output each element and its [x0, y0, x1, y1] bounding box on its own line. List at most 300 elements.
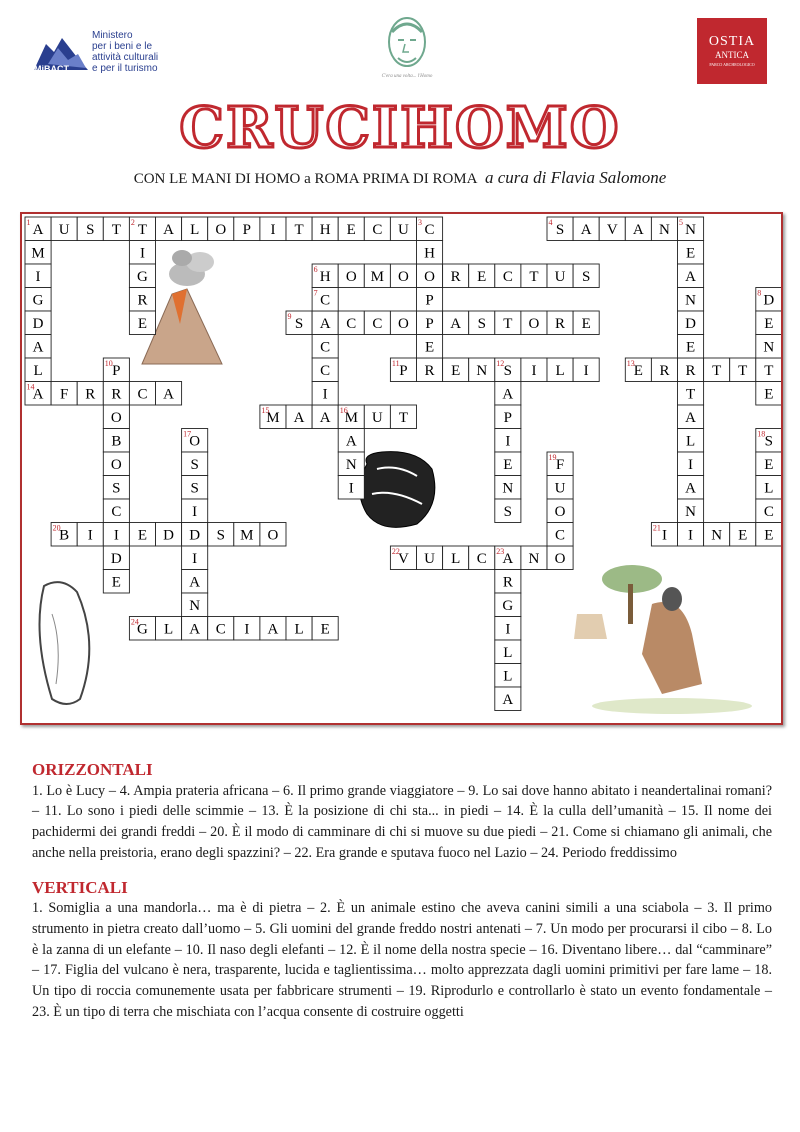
crossword-cell[interactable] [495, 452, 521, 476]
crossword-cell[interactable] [678, 241, 704, 265]
cell-letter: A [32, 221, 44, 238]
clue-number: 12 [496, 359, 505, 368]
cell-letter: E [764, 456, 774, 473]
crossword-cell[interactable] [129, 288, 155, 312]
crossword-cell[interactable] [182, 593, 208, 617]
crossword-cell[interactable] [599, 217, 625, 241]
crossword-cell[interactable] [573, 217, 599, 241]
cell-letter: I [87, 527, 93, 544]
crossword-cell[interactable] [25, 358, 51, 382]
clue-number: 22 [391, 547, 400, 556]
crossword-cell[interactable] [25, 311, 51, 335]
crossword-cell[interactable] [182, 617, 208, 641]
crossword-cell[interactable] [756, 476, 781, 500]
crossword-cell[interactable] [182, 429, 208, 453]
crossword-cell[interactable] [234, 617, 260, 641]
cell-letter: N [711, 527, 723, 544]
cell-letter: D [189, 527, 201, 544]
hunter-scene-illustration [574, 565, 752, 714]
crossword-cell[interactable] [417, 217, 443, 241]
crossword-cell[interactable] [286, 217, 312, 241]
cell-letter: I [661, 527, 667, 544]
crossword-cell[interactable] [103, 429, 129, 453]
crossword-cell[interactable] [521, 311, 547, 335]
crossword-cell[interactable] [312, 405, 338, 429]
crossword-cell[interactable] [443, 546, 469, 570]
ostia-logo-line3: PARCO ARCHEOLOGICO [709, 62, 755, 67]
crossword-cell[interactable] [103, 358, 129, 382]
ministry-emblem [32, 34, 90, 74]
cell-letter: I [113, 527, 119, 544]
cell-letter: E [764, 386, 774, 403]
crossword-cell[interactable] [495, 499, 521, 523]
crossword-cell[interactable] [260, 405, 286, 429]
crossword-cell[interactable] [730, 523, 756, 547]
cell-letter: S [581, 268, 591, 285]
cell-letter: A [293, 409, 305, 426]
crossword-cell[interactable] [286, 405, 312, 429]
crossword-cell[interactable] [338, 264, 364, 288]
crossword-cell[interactable] [547, 546, 573, 570]
project-tagline: C'era una volta... l'Homo [381, 74, 433, 79]
crossword-cell[interactable] [338, 405, 364, 429]
cell-letter: I [270, 221, 276, 238]
crossword-cell[interactable] [678, 382, 704, 406]
crossword-cell[interactable] [417, 288, 443, 312]
cell-letter: O [110, 456, 122, 473]
cell-letter: M [344, 409, 358, 426]
crossword-cell[interactable] [678, 452, 704, 476]
crossword-cell[interactable] [495, 664, 521, 688]
crossword-cell[interactable] [443, 358, 469, 382]
ministry-name: Ministero per i beni e le attività culturali e per il turismo [92, 30, 159, 74]
cell-letter: L [764, 480, 774, 497]
crossword-cell[interactable] [103, 523, 129, 547]
crossword-cell[interactable] [417, 546, 443, 570]
cell-letter: A [685, 268, 696, 285]
cell-letter: I [348, 480, 354, 497]
cell-letter: O [398, 268, 409, 285]
crossword-cell[interactable] [495, 546, 521, 570]
clue-number: 7 [313, 288, 318, 298]
crossword-cell[interactable] [756, 358, 781, 382]
crossword-cell[interactable] [625, 358, 651, 382]
crossword-cell[interactable] [129, 382, 155, 406]
ostia-logo-line2: ANTICA [715, 50, 749, 60]
cell-letter: L [190, 221, 200, 238]
crossword-cell[interactable] [678, 335, 704, 359]
crossword-cell[interactable] [312, 382, 338, 406]
cell-letter: D [32, 315, 44, 332]
cell-letter: O [528, 315, 540, 332]
crossword-cell[interactable] [103, 499, 129, 523]
cell-letter: E [685, 245, 696, 262]
crossword-cell[interactable] [495, 429, 521, 453]
cell-letter: L [685, 433, 696, 450]
cell-letter: C [476, 550, 487, 567]
cell-letter: M [240, 527, 254, 544]
crossword-cell[interactable] [103, 452, 129, 476]
crossword-cell[interactable] [678, 476, 704, 500]
crossword-cell[interactable] [651, 523, 677, 547]
crossword-cell[interactable] [469, 546, 495, 570]
crossword-cell[interactable] [678, 288, 704, 312]
crossword-cell[interactable] [364, 264, 390, 288]
crossword-cell[interactable] [77, 217, 103, 241]
cell-letter: O [554, 550, 566, 567]
crossword-cell[interactable] [443, 264, 469, 288]
crossword-cell[interactable] [208, 523, 234, 547]
crossword-cell[interactable] [495, 640, 521, 664]
crossword-cell[interactable] [417, 311, 443, 335]
crossword-cell[interactable] [25, 335, 51, 359]
crossword-cell[interactable] [390, 358, 416, 382]
crossword-cell[interactable] [25, 288, 51, 312]
crossword-cell[interactable] [756, 288, 781, 312]
crossword-cell[interactable] [364, 405, 390, 429]
crossword-cell[interactable] [651, 217, 677, 241]
crossword-cell[interactable] [547, 311, 573, 335]
cell-letter: N [763, 339, 775, 356]
crossword-cell[interactable] [573, 264, 599, 288]
crossword-cell[interactable] [417, 335, 443, 359]
cell-letter: E [764, 527, 774, 544]
crossword-cell[interactable] [547, 452, 573, 476]
crossword-cell[interactable] [182, 499, 208, 523]
crossword-cell[interactable] [182, 452, 208, 476]
crossword-cell[interactable] [103, 217, 129, 241]
crossword-cell[interactable] [364, 311, 390, 335]
cell-letter: U [554, 480, 566, 497]
cell-letter: H [424, 245, 435, 262]
cell-letter: A [632, 221, 644, 238]
cell-letter: M [370, 268, 385, 285]
clue-number: 4 [548, 218, 553, 227]
clue-number: 8 [757, 288, 762, 298]
cell-letter: O [267, 527, 279, 544]
cell-letter: I [322, 386, 328, 403]
cell-letter: S [190, 480, 199, 497]
crossword-cell[interactable] [547, 358, 573, 382]
crossword-cell[interactable] [390, 405, 416, 429]
crossword-cell[interactable] [182, 546, 208, 570]
crossword-cell[interactable] [103, 570, 129, 594]
cell-letter: C [137, 386, 148, 403]
cell-letter: A [502, 386, 514, 403]
crossword-cell[interactable] [25, 241, 51, 265]
cell-letter: C [502, 268, 513, 285]
crossword-cell[interactable] [547, 264, 573, 288]
crossword-cell[interactable] [312, 288, 338, 312]
cell-letter: I [583, 362, 589, 379]
crossword-cell[interactable] [469, 311, 495, 335]
cell-letter: A [32, 386, 44, 403]
clue-number: 2 [130, 218, 135, 227]
crossword-cell[interactable] [338, 217, 364, 241]
crossword-cell[interactable] [286, 311, 312, 335]
crossword-cell[interactable] [521, 546, 547, 570]
cell-letter: S [503, 503, 513, 520]
crossword-cell[interactable] [704, 358, 730, 382]
crossword-cell[interactable] [495, 687, 521, 711]
crossword-cell[interactable] [390, 311, 416, 335]
crossword-cell[interactable] [338, 476, 364, 500]
cell-letter: I [531, 362, 537, 379]
cell-letter: S [764, 433, 774, 450]
crossword-cell[interactable] [129, 617, 155, 641]
cell-letter: S [216, 527, 225, 544]
crossword-cell[interactable] [417, 358, 443, 382]
cell-letter: A [685, 409, 696, 426]
cell-letter: O [215, 221, 227, 238]
cell-letter: R [137, 292, 148, 309]
crossword-cell[interactable] [312, 311, 338, 335]
crossword-cell[interactable] [129, 241, 155, 265]
crossword-cell[interactable] [338, 429, 364, 453]
crossword-cell[interactable] [678, 499, 704, 523]
crossword-cell[interactable] [25, 264, 51, 288]
crossword-cell[interactable] [156, 617, 182, 641]
cell-letter: A [502, 550, 514, 567]
cell-letter: N [685, 503, 696, 520]
crossword-cell[interactable] [129, 217, 155, 241]
crossword-cell[interactable] [25, 382, 51, 406]
down-clues: 1. Somiglia a una mandorla… ma è di pietra – 2. È un animale estino che aveva canini simili a una sciabola – 3. Il primo strumento in pietra creato dall’uomo – 5. Gli uomini del grande freddo nostri antenati – 7. Un modo per procurarsi il cibo – 8. Lo è la zanna di un elefante – 10. Il naso degli elefanti – 12. È il nome della nostra specie – 16. Diventano libere… dal “camminare” – 17. Figlia del vulcano è nera, trasparente, lucida e taglientissima… molto apprezzata dagli uomini primitivi per fare lame – 18. Un tipo di roccia comunemente usata per fabbricare strumenti – 19. Riprodurlo e controllarlo è stato un evento fondamentale – 23. È un tipo di terra che mischiata con l’acqua consente di costruire oggetti [32, 900, 772, 1020]
crossword-grid [22, 214, 781, 723]
cell-letter: A [450, 315, 462, 332]
crossword-cell[interactable] [469, 358, 495, 382]
crossword-cell[interactable] [77, 523, 103, 547]
crossword-cell[interactable] [678, 523, 704, 547]
cell-letter: C [346, 315, 357, 332]
cell-letter: R [659, 362, 670, 379]
crossword-cell[interactable] [234, 523, 260, 547]
cell-letter: O [189, 433, 201, 450]
crossword-cell[interactable] [260, 617, 286, 641]
crossword-cell[interactable] [51, 382, 77, 406]
crossword-cell[interactable] [390, 264, 416, 288]
clue-number: 1 [26, 218, 31, 227]
crossword-cell[interactable] [234, 217, 260, 241]
crossword-cell[interactable] [156, 382, 182, 406]
cell-letter: E [685, 339, 696, 356]
clue-number: 5 [679, 218, 683, 227]
cell-letter: C [320, 292, 331, 309]
crossword-cell[interactable] [182, 476, 208, 500]
cell-letter: D [163, 527, 174, 544]
crossword-cell[interactable] [678, 429, 704, 453]
clues-section [32, 760, 772, 1036]
crossword-cell[interactable] [156, 523, 182, 547]
crossword-cell[interactable] [208, 617, 234, 641]
crossword-cell[interactable] [390, 546, 416, 570]
crossword-cell[interactable] [495, 476, 521, 500]
cell-letter: V [606, 221, 618, 238]
crossword-cell[interactable] [156, 217, 182, 241]
cell-letter: C [555, 527, 566, 544]
crossword-cell[interactable] [495, 570, 521, 594]
crossword-cell[interactable] [312, 335, 338, 359]
cell-letter: A [345, 433, 357, 450]
crossword-cell[interactable] [625, 217, 651, 241]
cell-letter: T [685, 386, 696, 403]
crossword-cell[interactable] [756, 452, 781, 476]
cell-letter: R [111, 386, 122, 403]
crossword-cell[interactable] [495, 405, 521, 429]
crossword-cell[interactable] [547, 523, 573, 547]
cell-letter: T [398, 409, 409, 426]
crossword-cell[interactable] [573, 311, 599, 335]
cell-letter: R [450, 268, 461, 285]
crossword-cell[interactable] [495, 593, 521, 617]
cell-letter: A [267, 621, 279, 638]
cell-letter: E [137, 527, 148, 544]
clue-number: 15 [261, 406, 270, 415]
crossword-cell[interactable] [756, 499, 781, 523]
crossword-cell[interactable] [182, 217, 208, 241]
crossword-cell[interactable] [103, 546, 129, 570]
crossword-cell[interactable] [756, 523, 781, 547]
crossword-cell[interactable] [547, 499, 573, 523]
cell-letter: S [86, 221, 95, 238]
crossword-cell[interactable] [103, 382, 129, 406]
cell-letter: O [424, 268, 435, 285]
crossword-cell[interactable] [678, 217, 704, 241]
crossword-cell[interactable] [312, 617, 338, 641]
cell-letter: E [764, 315, 774, 332]
crossword-cell[interactable] [678, 358, 704, 382]
credit-text: a cura di Flavia Salomone [484, 168, 667, 187]
clue-number: 24 [130, 617, 139, 627]
crossword-cell[interactable] [51, 523, 77, 547]
crossword-cell[interactable] [443, 311, 469, 335]
cell-letter: A [685, 480, 696, 497]
cell-letter: C [424, 221, 435, 238]
crossword-cell[interactable] [103, 476, 129, 500]
cell-letter: V [398, 550, 409, 567]
cell-letter: T [137, 221, 148, 238]
cell-letter: U [398, 221, 409, 238]
crossword-cell[interactable] [286, 617, 312, 641]
crossword-cell[interactable] [208, 217, 234, 241]
crossword-cell[interactable] [364, 217, 390, 241]
crossword-cell[interactable] [129, 311, 155, 335]
cell-letter: A [32, 339, 44, 356]
crossword-cell[interactable] [573, 358, 599, 382]
cell-letter: R [685, 362, 696, 379]
crossword-cell[interactable] [390, 217, 416, 241]
crossword-cell[interactable] [730, 358, 756, 382]
crossword-cell[interactable] [25, 217, 51, 241]
crossword-cell[interactable] [756, 335, 781, 359]
cell-letter: R [424, 362, 435, 379]
crossword-cell[interactable] [260, 217, 286, 241]
crossword-cell[interactable] [495, 264, 521, 288]
crossword-cell[interactable] [312, 358, 338, 382]
crossword-cell[interactable] [651, 358, 677, 382]
crossword-cell[interactable] [103, 405, 129, 429]
crossword-cell[interactable] [756, 382, 781, 406]
crossword-cell[interactable] [521, 264, 547, 288]
cell-letter: A [163, 386, 174, 403]
crossword-cell[interactable] [678, 311, 704, 335]
cell-letter: E [633, 362, 643, 379]
cell-letter: I [192, 503, 198, 520]
crossword-cell[interactable] [417, 264, 443, 288]
crossword-cell[interactable] [756, 429, 781, 453]
ministry-logo [32, 30, 182, 76]
clue-number: 10 [104, 359, 113, 368]
cell-letter: N [345, 456, 357, 473]
cell-letter: N [502, 480, 514, 497]
crossword-cell[interactable] [521, 358, 547, 382]
page-title: CRUCIHOMO [179, 95, 621, 161]
crossword-cell[interactable] [495, 311, 521, 335]
crossword-cell[interactable] [417, 241, 443, 265]
crossword-cell[interactable] [77, 382, 103, 406]
cell-letter: E [346, 221, 356, 238]
crossword-cell[interactable] [338, 311, 364, 335]
cell-letter: I [244, 621, 250, 638]
clue-number: 11 [391, 359, 400, 368]
crossword-cell[interactable] [338, 452, 364, 476]
crossword-cell[interactable] [495, 358, 521, 382]
crossword-cell[interactable] [182, 523, 208, 547]
crossword-cell[interactable] [129, 523, 155, 547]
cell-letter: I [505, 433, 511, 450]
ministry-logo-text: MiBACT [34, 64, 69, 74]
cell-letter: F [555, 456, 565, 473]
crossword-cell[interactable] [495, 617, 521, 641]
clue-number: 9 [287, 312, 292, 321]
subtitle [0, 168, 800, 188]
crossword-cell[interactable] [312, 264, 338, 288]
crossword-cell[interactable] [547, 476, 573, 500]
cell-letter: O [110, 409, 122, 426]
crossword-cell[interactable] [678, 405, 704, 429]
crossword-cell[interactable] [260, 523, 286, 547]
cell-letter: E [503, 456, 513, 473]
down-heading: VERTICALI [32, 877, 128, 897]
crossword-cell[interactable] [469, 264, 495, 288]
crossword-cell[interactable] [51, 217, 77, 241]
crossword-cell[interactable] [495, 382, 521, 406]
crossword-cell[interactable] [129, 264, 155, 288]
cell-letter: D [110, 550, 122, 567]
cell-letter: A [580, 221, 592, 238]
cell-letter: R [85, 386, 96, 403]
crossword-cell[interactable] [547, 217, 573, 241]
cell-letter: P [425, 292, 434, 309]
clue-number: 21 [652, 523, 661, 533]
cell-letter: C [372, 315, 383, 332]
cell-letter: B [59, 527, 70, 544]
cell-letter: U [424, 550, 435, 567]
cell-letter: I [192, 550, 198, 567]
crossword-cell[interactable] [312, 217, 338, 241]
cell-letter: I [35, 268, 41, 285]
cell-letter: P [503, 409, 513, 426]
crossword-cell[interactable] [704, 523, 730, 547]
cell-letter: A [319, 315, 331, 332]
across-heading: ORIZZONTALI [32, 760, 153, 779]
cell-letter: E [581, 315, 591, 332]
cell-letter: N [528, 550, 540, 567]
crossword-cell[interactable] [756, 311, 781, 335]
crossword-cell[interactable] [678, 264, 704, 288]
ostia-logo [697, 18, 767, 84]
crossword-cell[interactable] [182, 570, 208, 594]
